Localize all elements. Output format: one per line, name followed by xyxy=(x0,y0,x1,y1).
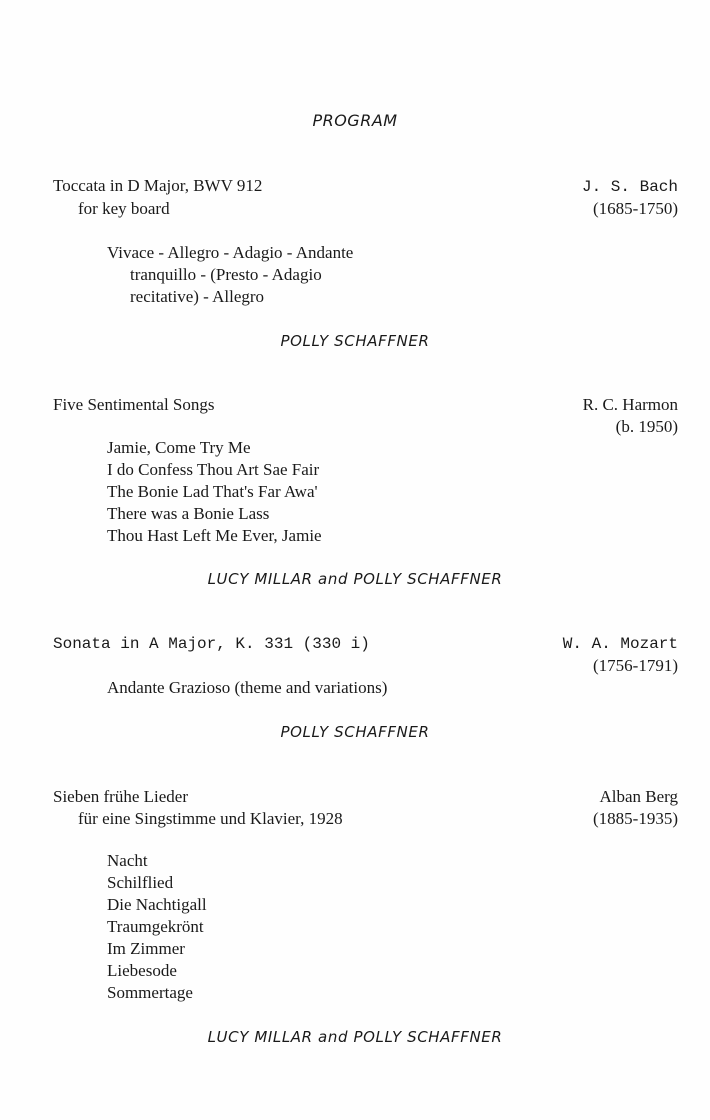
song-title: Die Nachtigall xyxy=(107,895,207,914)
performer-credit: POLLY SCHAFFNER xyxy=(280,332,430,350)
composer-dates: (1885-1935) xyxy=(593,809,678,828)
song-title: Traumgekrönt xyxy=(107,917,204,936)
composer-name: J. S. Bach xyxy=(581,178,678,196)
piece-title: Five Sentimental Songs xyxy=(53,395,215,414)
song-title: Sommertage xyxy=(107,983,193,1002)
piece-title: Sieben frühe Lieder xyxy=(53,787,188,806)
movement-line: tranquillo - (Presto - Adagio xyxy=(130,265,322,284)
movement-line: recitative) - Allegro xyxy=(130,287,265,306)
performer-credit: LUCY MILLAR and POLLY SCHAFFNER xyxy=(207,1028,503,1046)
performer-credit: POLLY SCHAFFNER xyxy=(280,723,430,741)
song-title: Thou Hast Left Me Ever, Jamie xyxy=(107,526,322,545)
composer-name: R. C. Harmon xyxy=(582,395,678,414)
song-title: The Bonie Lad That's Far Awa' xyxy=(107,482,318,501)
piece-title: Sonata in A Major, K. 331 (330 i) xyxy=(53,635,370,653)
composer-dates: (1756-1791) xyxy=(593,656,678,675)
movement-line: Andante Grazioso (theme and variations) xyxy=(107,678,388,697)
composer-dates: (1685-1750) xyxy=(593,199,678,218)
song-title: Im Zimmer xyxy=(107,939,185,958)
song-title: Nacht xyxy=(107,851,148,870)
movement-line: Vivace - Allegro - Adagio - Andante xyxy=(107,243,354,262)
composer-name: W. A. Mozart xyxy=(562,635,678,653)
song-title: Jamie, Come Try Me xyxy=(107,438,251,457)
composer-name: Alban Berg xyxy=(599,787,678,806)
performer-credit: LUCY MILLAR and POLLY SCHAFFNER xyxy=(207,570,503,588)
program-title: PROGRAM xyxy=(312,111,398,130)
song-title: I do Confess Thou Art Sae Fair xyxy=(107,460,320,479)
song-title: Liebesode xyxy=(107,961,177,980)
song-title: There was a Bonie Lass xyxy=(107,504,270,523)
piece-title: Toccata in D Major, BWV 912 xyxy=(53,176,263,195)
piece-subtitle: für eine Singstimme und Klavier, 1928 xyxy=(78,809,343,828)
piece-subtitle: for key board xyxy=(78,199,170,218)
song-title: Schilflied xyxy=(107,873,174,892)
composer-dates: (b. 1950) xyxy=(615,417,678,436)
